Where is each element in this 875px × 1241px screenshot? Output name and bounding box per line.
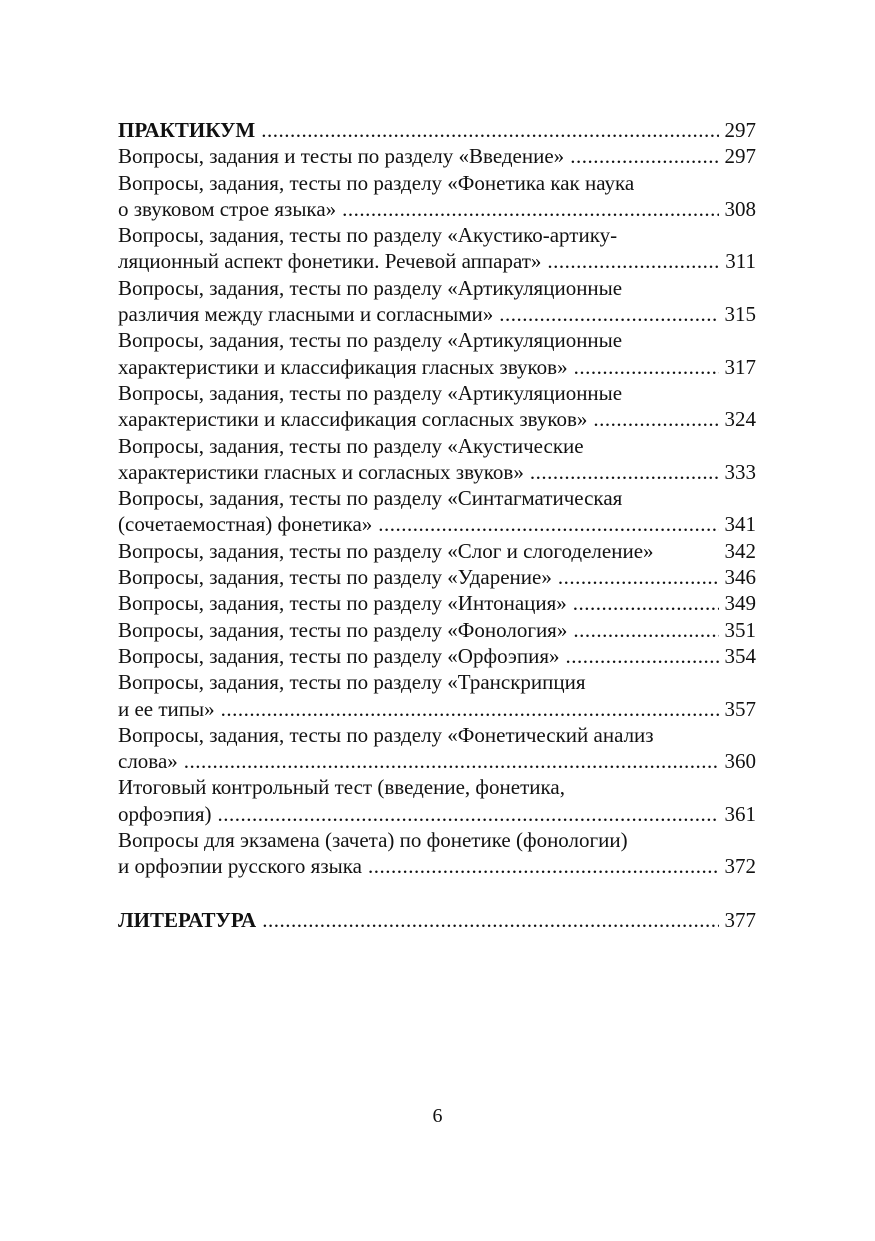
dot-leader [378, 511, 718, 537]
toc-entry-page: 324 [724, 407, 756, 432]
toc-entry[interactable] [118, 774, 756, 827]
toc-entry-title-line: Вопросы, задания, тесты по разделу «Транскрипция [118, 670, 586, 695]
toc-entry-title-line: Вопросы, задания, тесты по разделу «Фонетика как наука [118, 170, 635, 195]
toc-entry-title: характеристики и классификация гласных звуков» [118, 354, 568, 379]
toc-entry-title: Вопросы, задания, тесты по разделу «Ударение» [118, 565, 552, 590]
toc-entry-row [118, 564, 756, 590]
toc-entry-page: 360 [724, 749, 756, 774]
dot-leader [573, 590, 719, 616]
toc-entry-page: 346 [724, 565, 756, 590]
toc-entry-row [118, 907, 756, 933]
toc-entry[interactable] [118, 590, 756, 616]
toc-entry-row [118, 590, 756, 616]
toc-entry-page: 354 [724, 643, 756, 668]
toc-entry-title: ПРАКТИКУМ [118, 118, 256, 142]
toc-entry-row [118, 801, 756, 827]
toc-entry-row [118, 406, 756, 432]
toc-entry-title: Вопросы, задания, тесты по разделу «Слог и слогоделение» [118, 538, 654, 563]
toc-entry-page: 311 [725, 249, 756, 274]
toc-entry[interactable] [118, 170, 756, 223]
toc-entry-page: 361 [724, 801, 756, 826]
toc-entry-title: и орфоэпии русского языка [118, 854, 362, 879]
toc-entry-title: и ее типы» [118, 696, 215, 721]
toc-entry-title: Вопросы, задания, тесты по разделу «Орфоэпия» [118, 643, 560, 668]
toc-entry[interactable] [118, 485, 756, 538]
toc-entry[interactable] [118, 380, 756, 433]
toc-entry-title: о звуковом строе языка» [118, 196, 337, 221]
toc-entry[interactable] [118, 669, 756, 722]
dot-leader [593, 406, 718, 432]
toc-entry-page: 315 [724, 302, 756, 327]
dot-leader [573, 617, 718, 643]
page-number: 6 [432, 1105, 443, 1127]
toc-entry-page: 297 [724, 144, 756, 169]
toc-entry-row [118, 459, 756, 485]
toc-entry-row [118, 748, 756, 774]
dot-leader [184, 748, 719, 774]
toc-entry-title-line: Вопросы, задания, тесты по разделу «Синтагматическая [118, 486, 623, 511]
dot-leader [342, 196, 718, 222]
table-of-contents [118, 117, 756, 933]
toc-entry-row [118, 301, 756, 327]
toc-entry-page: 342 [724, 538, 756, 563]
toc-entry[interactable] [118, 275, 756, 328]
toc-entry[interactable] [118, 222, 756, 275]
toc-entry-page: 349 [724, 591, 756, 616]
toc-entry-page: 317 [724, 354, 756, 379]
toc-entry-row [118, 143, 756, 169]
dot-leader [221, 696, 719, 722]
toc-entry[interactable] [118, 643, 756, 669]
toc-entry-page: 308 [724, 196, 756, 221]
toc-entry-title-line: Вопросы, задания, тесты по разделу «Артикуляционные [118, 328, 623, 353]
toc-entry-title-line: Вопросы, задания, тесты по разделу «Артикуляционные [118, 380, 623, 405]
toc-entry-page: 372 [724, 854, 756, 879]
dot-leader [499, 301, 718, 327]
toc-entry-page: 357 [724, 696, 756, 721]
dot-leader [368, 853, 719, 879]
toc-entry[interactable] [118, 617, 756, 643]
toc-entry[interactable] [118, 143, 756, 169]
toc-entry[interactable] [118, 722, 756, 775]
toc-entry-title-line: Вопросы, задания, тесты по разделу «Акустические [118, 433, 584, 458]
toc-entry-row [118, 196, 756, 222]
dot-leader [530, 459, 719, 485]
toc-entry-title-line: Вопросы, задания, тесты по разделу «Фонетический анализ [118, 722, 654, 747]
toc-entry-title-line: Итоговый контрольный тест (введение, фонетика, [118, 775, 565, 800]
toc-entry-title-line: Вопросы для экзамена (зачета) по фонетике (фонологии) [118, 828, 628, 853]
toc-entry-page: 333 [724, 459, 756, 484]
toc-entry-title: характеристики и классификация согласных звуков» [118, 407, 588, 432]
dot-leader [547, 248, 719, 274]
toc-entry-row [118, 511, 756, 537]
toc-entry[interactable] [118, 327, 756, 380]
toc-entry-title-line: Вопросы, задания, тесты по разделу «Акустико-артику- [118, 223, 618, 248]
toc-entry[interactable] [118, 117, 756, 143]
toc-entry-title: Вопросы, задания, тесты по разделу «Фонология» [118, 617, 568, 642]
toc-entry-title: слова» [118, 749, 178, 774]
dot-leader [262, 907, 718, 933]
toc-entry-row [118, 538, 756, 564]
toc-entry-row [118, 696, 756, 722]
dot-leader [565, 643, 718, 669]
toc-entry-row [118, 643, 756, 669]
toc-entry-title: ляционный аспект фонетики. Речевой аппарат» [118, 249, 542, 274]
dot-leader [558, 564, 719, 590]
toc-entry[interactable] [118, 564, 756, 590]
toc-entry-title: орфоэпия) [118, 801, 212, 826]
toc-entry[interactable] [118, 538, 756, 564]
toc-entry-page: 351 [724, 617, 756, 642]
toc-entry-page: 297 [724, 118, 756, 142]
dot-leader [261, 117, 718, 143]
dot-leader [570, 143, 718, 169]
toc-entry-row [118, 248, 756, 274]
toc-entry-title-line: Вопросы, задания, тесты по разделу «Артикуляционные [118, 275, 623, 300]
toc-entry[interactable] [118, 907, 756, 933]
toc-entry-row [118, 853, 756, 879]
toc-entry-row [118, 117, 756, 143]
toc-entry[interactable] [118, 433, 756, 486]
toc-entry[interactable] [118, 827, 756, 880]
toc-entry-page: 341 [724, 512, 756, 537]
toc-entry-page: 377 [724, 907, 756, 932]
toc-entry-title: (сочетаемостная) фонетика» [118, 512, 373, 537]
toc-entry-title: ЛИТЕРАТУРА [118, 907, 257, 932]
toc-entry-row [118, 354, 756, 380]
toc-entry-title: характеристики гласных и согласных звуков» [118, 459, 524, 484]
toc-entry-title: Вопросы, задания и тесты по разделу «Введение» [118, 144, 565, 169]
toc-entry-row [118, 617, 756, 643]
toc-entry-title: различия между гласными и согласными» [118, 302, 494, 327]
dot-leader [574, 354, 719, 380]
toc-entry-title: Вопросы, задания, тесты по разделу «Интонация» [118, 591, 567, 616]
dot-leader [218, 801, 719, 827]
